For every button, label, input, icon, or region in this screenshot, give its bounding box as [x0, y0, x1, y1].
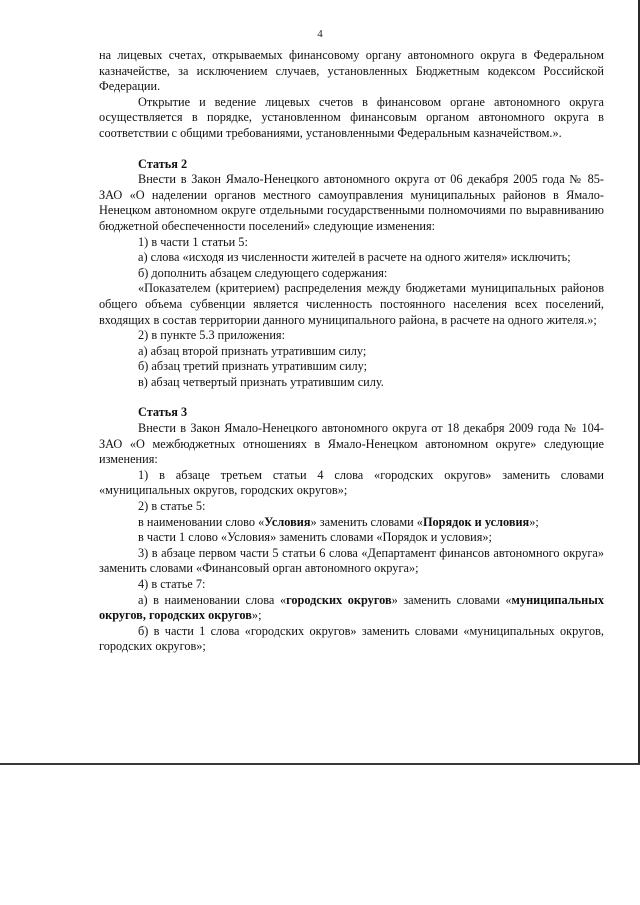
text-run: »;	[529, 514, 539, 529]
article-2-item-2b: б) абзац третий признать утратившим силу;	[138, 359, 367, 374]
article-2-item-1a: а) слова «исходя из численности жителей в расчете на одного жителя» исключить;	[138, 250, 571, 265]
article-2-item-1: 1) в части 1 статьи 5:	[138, 234, 248, 249]
text-run: » заменить словами «	[391, 592, 512, 607]
article-2-heading: Статья 2	[138, 156, 188, 171]
article-3-item-1: 1) в абзаце третьем статьи 4 слова «городских округов» заменить словами «муниципальных округов, городских округов»;	[99, 467, 604, 498]
article-3-item-2-part-1: в части 1 слово «Условия» заменить словами «Порядок и условия»;	[138, 530, 492, 545]
page-number: 4	[317, 28, 323, 40]
article-2-item-1b: б) дополнить абзацем следующего содержания:	[138, 265, 388, 280]
article-3-item-4a	[99, 593, 604, 624]
article-3-item-2: 2) в статье 5:	[138, 499, 206, 514]
text-run: а) в наименовании слова «	[138, 592, 287, 607]
article-3-heading: Статья 3	[138, 405, 188, 420]
bold-run: городских округов	[286, 592, 392, 607]
text-run: » заменить словами «	[310, 514, 423, 529]
intro-paragraph-2: Открытие и ведение лицевых счетов в финансовом органе автономного округа осуществляется в порядке, установленном финансовым органом автономного округа в соответствии с общими требованиями, установленными Федеральным казначейством.».	[99, 94, 604, 140]
article-3-item-2-name	[99, 515, 604, 531]
bold-run: Порядок и условия	[422, 514, 530, 529]
article-3-item-4b: б) в части 1 слова «городских округов» заменить словами «муниципальных округов, городских округов»;	[99, 623, 604, 654]
article-2-intro: Внести в Закон Ямало-Ненецкого автономного округа от 06 декабря 2005 года № 85-ЗАО «О наделении органов местного самоуправления муниципальных районов в Ямало-Ненецком автономном округе отдельными государственными полномочиями по выравниванию бюджетной обеспеченности поселений» следующие изменения:	[99, 172, 604, 233]
article-3-item-3: 3) в абзаце первом части 5 статьи 6 слова «Департамент финансов автономного округа» заменить словами «Финансовый орган автономного округа»;	[99, 545, 604, 576]
bold-run: муниципальных округов, городских округов	[99, 592, 604, 623]
article-3-intro: Внести в Закон Ямало-Ненецкого автономного округа от 18 декабря 2009 года № 104-ЗАО «О межбюджетных отношениях в Ямало-Ненецком автономном округе» следующие изменения:	[99, 421, 604, 467]
text-run: в наименовании слово «	[138, 514, 265, 529]
article-2-item-2a: а) абзац второй признать утратившим силу;	[138, 343, 367, 358]
document-body	[99, 48, 604, 655]
article-2-item-2c: в) абзац четвертый признать утратившим силу.	[138, 374, 384, 389]
intro-paragraph-1: на лицевых счетах, открываемых финансовому органу автономного округа в Федеральном казначействе, за исключением случаев, установленных Бюджетным кодексом Российской Федерации.	[99, 48, 604, 94]
text-run: »;	[251, 608, 262, 623]
article-2-item-2: 2) в пункте 5.3 приложения:	[138, 328, 285, 343]
bold-run: Условия	[264, 514, 311, 529]
article-2-quote: «Показателем (критерием) распределения между бюджетами муниципальных районов общего объема субвенции является численность постоянного населения всех поселений, входящих в состав территории данного муниципального района, в расчете на одного жителя.»;	[99, 281, 604, 327]
article-3-item-4: 4) в статье 7:	[138, 577, 206, 591]
blank-margin	[0, 765, 640, 905]
